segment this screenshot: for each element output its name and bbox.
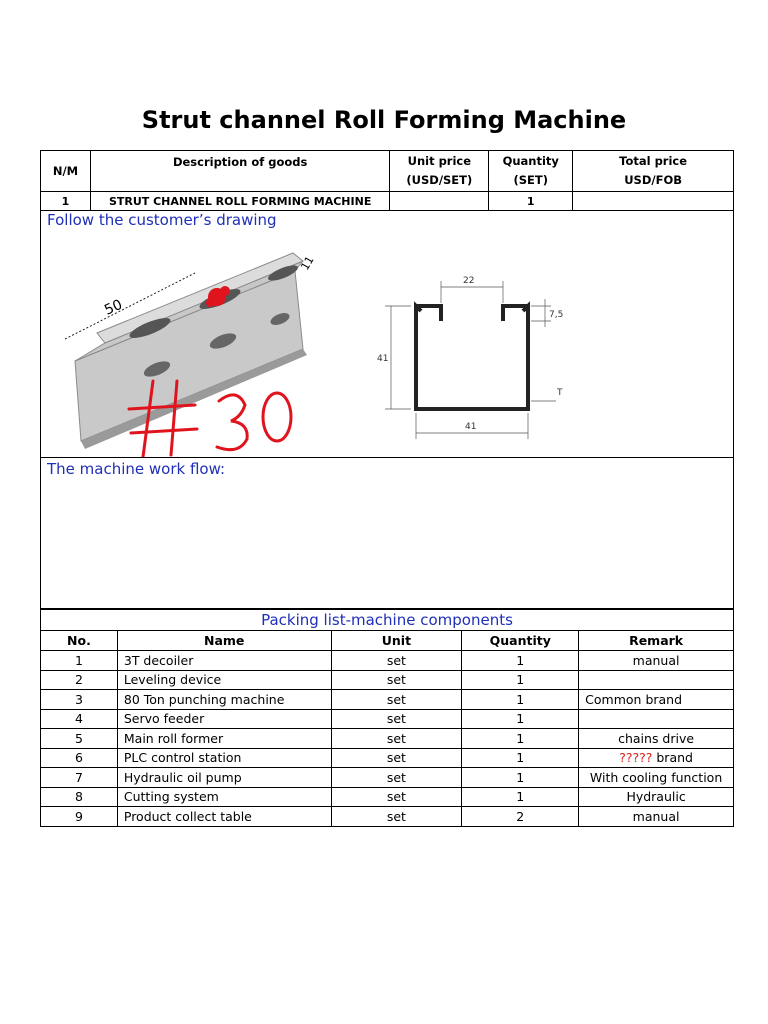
pack-remark: With cooling function [579, 768, 734, 788]
pack-no: 5 [41, 729, 118, 749]
table-row [41, 787, 734, 807]
row-quantity: 1 [489, 192, 573, 211]
pack-unit: set [331, 807, 462, 827]
pack-name: 3T decoiler [117, 651, 331, 671]
pack-remark: Hydraulic [579, 787, 734, 807]
pack-name: Product collect table [117, 807, 331, 827]
row-unit-price [390, 192, 489, 211]
pack-unit: set [331, 768, 462, 788]
table-row [41, 768, 734, 788]
table-row [41, 807, 734, 827]
pack-qty: 2 [462, 807, 579, 827]
dim-left: 41 [377, 354, 389, 364]
pack-unit: set [331, 670, 462, 690]
pack-remark: chains drive [579, 729, 734, 749]
pack-qty: 1 [462, 748, 579, 768]
packing-list-table [40, 609, 734, 827]
pack-qty: 1 [462, 729, 579, 749]
table-row [41, 690, 734, 710]
photo-dim-50: 50 [102, 296, 125, 319]
drawing-section-label: Follow the customer’s drawing [47, 211, 277, 229]
pack-unit: set [331, 651, 462, 671]
photo-dim-11: 11 [298, 253, 317, 273]
pack-name: Cutting system [117, 787, 331, 807]
pack-no: 2 [41, 670, 118, 690]
pack-name: Main roll former [117, 729, 331, 749]
pack-no: 4 [41, 709, 118, 729]
table-row [41, 748, 734, 768]
strut-photo-illustration [45, 231, 345, 457]
pack-header-quantity: Quantity [462, 631, 579, 651]
dim-top: 22 [463, 276, 475, 286]
drawing-section [41, 211, 734, 458]
pack-unit: set [331, 748, 462, 768]
pack-no: 8 [41, 787, 118, 807]
strut-profile-drawing [371, 261, 571, 451]
pack-header-unit: Unit [331, 631, 462, 651]
pack-no: 6 [41, 748, 118, 768]
header-unit-price: Unit price (USD/SET) [390, 151, 489, 192]
pack-name: Servo feeder [117, 709, 331, 729]
table-row [41, 729, 734, 749]
table-row [41, 651, 734, 671]
row-description: STRUT CHANNEL ROLL FORMING MACHINE [90, 192, 389, 211]
pack-unit: set [331, 690, 462, 710]
pack-no: 3 [41, 690, 118, 710]
row-nm: 1 [41, 192, 91, 211]
remark-red-text: ????? [619, 750, 653, 766]
pack-unit: set [331, 787, 462, 807]
pack-remark: Common brand [579, 690, 734, 710]
pack-name: PLC control station [117, 748, 331, 768]
dim-bottom: 41 [465, 422, 477, 432]
pack-unit: set [331, 709, 462, 729]
pack-name: Hydraulic oil pump [117, 768, 331, 788]
pack-qty: 1 [462, 651, 579, 671]
pack-header-remark: Remark [579, 631, 734, 651]
workflow-section [41, 458, 734, 609]
pack-name: Leveling device [117, 670, 331, 690]
header-nm: N/M [41, 151, 91, 192]
table-row [41, 670, 734, 690]
page-title: Strut channel Roll Forming Machine [141, 106, 627, 134]
pack-header-no: No. [41, 631, 118, 651]
pack-qty: 1 [462, 787, 579, 807]
pack-header-name: Name [117, 631, 331, 651]
quotation-table [40, 150, 734, 609]
pack-remark: manual [579, 651, 734, 671]
pack-no: 9 [41, 807, 118, 827]
pack-remark: manual [579, 807, 734, 827]
pack-name: 80 Ton punching machine [117, 690, 331, 710]
pack-remark [579, 709, 734, 729]
pack-qty: 1 [462, 709, 579, 729]
dim-t: T [557, 388, 563, 398]
pack-remark [579, 670, 734, 690]
pack-qty: 1 [462, 768, 579, 788]
pack-no: 1 [41, 651, 118, 671]
pack-no: 7 [41, 768, 118, 788]
header-quantity: Quantity (SET) [489, 151, 573, 192]
packing-caption: Packing list-machine components [41, 610, 734, 631]
workflow-section-label: The machine work flow: [47, 460, 226, 478]
pack-unit: set [331, 729, 462, 749]
pack-remark [579, 748, 734, 768]
pack-qty: 1 [462, 670, 579, 690]
pack-qty: 1 [462, 690, 579, 710]
header-description: Description of goods [90, 151, 389, 192]
header-total-price: Total price USD/FOB [573, 151, 734, 192]
row-total-price [573, 192, 734, 211]
table-row [41, 709, 734, 729]
remark-text: brand [656, 750, 693, 766]
dim-right: 7,5 [549, 310, 564, 320]
